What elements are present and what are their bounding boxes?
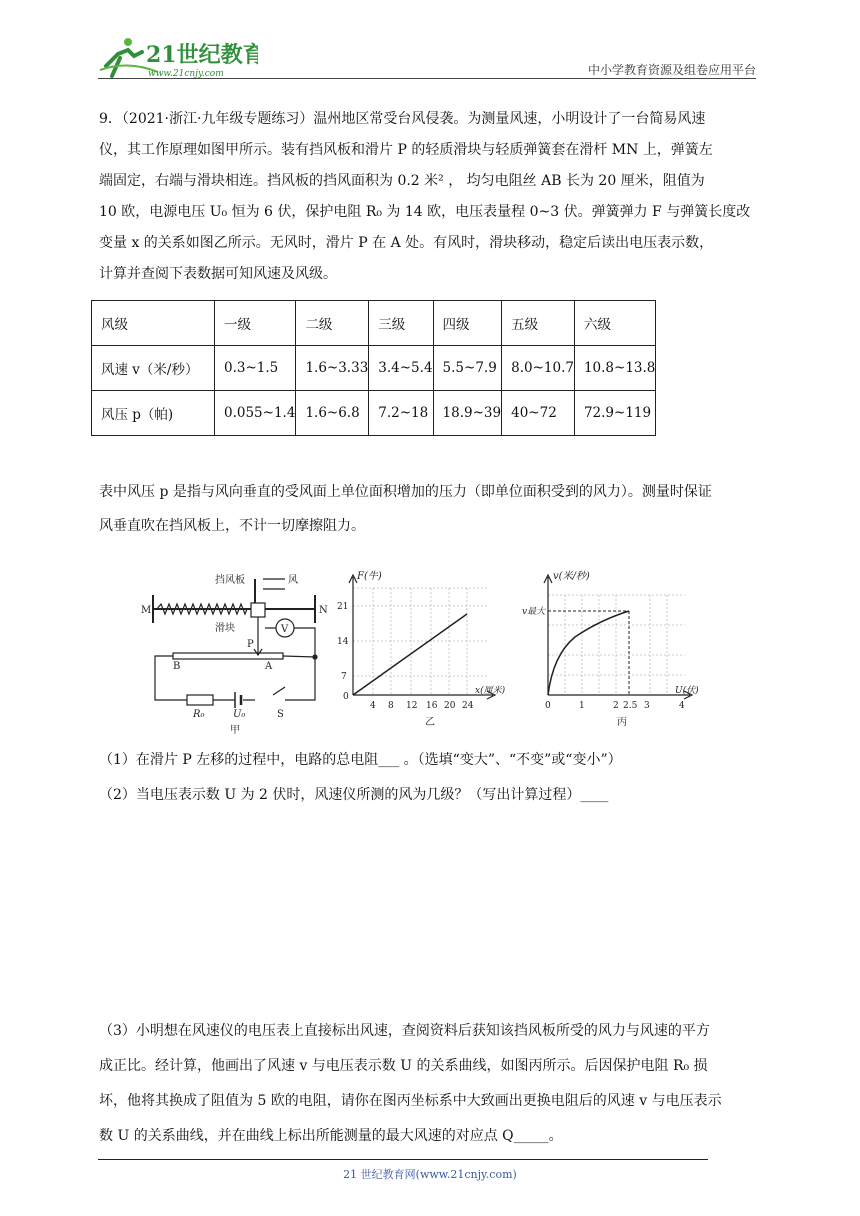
bing-xtick: 2: [613, 701, 619, 711]
table-cell: 72.9~119: [574, 391, 655, 436]
slider-label: 滑块: [215, 623, 235, 634]
table-cell: 风速 v（米/秒）: [92, 346, 215, 391]
table-explanation: [99, 475, 762, 543]
bing-xtick: 3: [644, 701, 650, 711]
table-cell: 风压 p（帕): [92, 391, 215, 436]
table-cell: 1.6~3.33: [296, 346, 369, 391]
yi-xtick: 4: [370, 701, 376, 711]
explanation-line: 表中风压 p 是指与风向垂直的受风面上单位面积增加的压力（即单位面积受到的风力）。测量时保证: [99, 484, 712, 500]
sub3-line: 成正比。经计算，他画出了风速 v 与电压表示数 U 的关系曲线，如图丙所示。后因保护电阻 R₀ 损: [99, 1058, 708, 1074]
sub-question-3: [99, 1014, 762, 1154]
label-B: B: [173, 661, 181, 672]
table-cell: 8.0~10.7: [502, 346, 575, 391]
label-N: N: [319, 605, 328, 616]
table-cell: 五级: [502, 301, 575, 346]
resistance-wire-AB: [173, 653, 283, 659]
table-cell: 40~72: [502, 391, 575, 436]
stem-line: 10 欧，电源电压 U₀ 恒为 6 伏，保护电阻 R₀ 为 14 欧，电压表量程 0~3 伏。弹簧弹力 F 与弹簧长度改: [99, 204, 751, 220]
table-cell: 三级: [369, 301, 433, 346]
table-row: [92, 346, 656, 391]
logo-text: 21世纪教育: [146, 42, 258, 68]
slider-block: [251, 603, 265, 617]
figure-jia-circuit: [141, 573, 328, 736]
figure-bing-label: 丙: [617, 717, 627, 728]
bing-xlabel: U(伏): [675, 686, 699, 696]
wind-label: 风: [288, 575, 298, 586]
table-cell: 10.8~13.8: [574, 346, 655, 391]
label-S: S: [277, 709, 284, 720]
bing-ylabel: v(米/秒): [553, 571, 590, 582]
yi-axes: [349, 575, 495, 699]
header-platform-text: 中小学教育资源及组卷应用平台: [587, 63, 756, 77]
stem-line: 变量 x 的关系如图乙所示。无风时，滑片 P 在 A 处。有风时，滑块移动，稳定后读出电压表示数，: [99, 235, 714, 251]
resistor-R0: [187, 695, 213, 705]
figure-set: [135, 565, 715, 745]
explanation-line: 风垂直吹在挡风板上，不计一切摩擦阻力。: [99, 518, 365, 534]
bing-curve: [548, 611, 629, 695]
yi-line: [353, 614, 467, 695]
yi-ytick: 7: [341, 672, 347, 682]
baffle-label: 挡风板: [215, 575, 245, 586]
table-cell: 5.5~7.9: [433, 346, 502, 391]
question-stem: [99, 104, 762, 290]
wind-arrow-icon: [263, 579, 285, 589]
table-cell: 一级: [215, 301, 296, 346]
label-U0: U₀: [233, 709, 246, 720]
label-M: M: [141, 605, 152, 616]
wind-level-table: [91, 300, 656, 436]
table-row: [92, 391, 656, 436]
header-divider: [98, 78, 756, 79]
label-R0: R₀: [193, 709, 205, 720]
sub3-line: 坏，他将其换成了阻值为 5 欧的电阻，请你在图丙坐标系中大致画出更换电阻后的风速 v 与电压表示: [99, 1093, 722, 1109]
table-cell: 0.3~1.5: [215, 346, 296, 391]
label-A: A: [265, 661, 273, 672]
yi-xtick: 20: [444, 701, 456, 711]
figure-jia-label: 甲: [230, 725, 240, 736]
yi-origin: 0: [343, 692, 349, 702]
sub-question-1: （1）在滑片 P 左移的过程中，电路的总电阻___ 。（选填“变大”、“不变”或“变小”）: [99, 752, 622, 768]
label-P: P: [247, 639, 254, 650]
bing-vmax-label: v最大: [522, 607, 546, 617]
table-cell: 0.055~1.4: [215, 391, 296, 436]
table-cell: 四级: [433, 301, 502, 346]
figure-bing-chart: [522, 570, 699, 728]
bing-xtick: 4: [679, 701, 685, 711]
table-cell: 18.9~39: [433, 391, 502, 436]
table-row: [92, 301, 656, 346]
table-cell: 3.4~5.4: [369, 346, 433, 391]
footer-text: 21 世纪教育网(www.21cnjy.com): [343, 1168, 517, 1181]
bing-axes: [544, 575, 692, 699]
table-cell: 风级: [92, 301, 215, 346]
sub3-line: （3）小明想在风速仪的电压表上直接标出风速，查阅资料后获知该挡风板所受的风力与风速的平方: [99, 1023, 710, 1039]
table-cell: 1.6~6.8: [296, 391, 369, 436]
logo-url: www.21cnjy.com: [148, 69, 224, 79]
yi-ytick: 21: [337, 602, 349, 612]
table-cell: 六级: [574, 301, 655, 346]
sub-question-2: （2）当电压表示数 U 为 2 伏时，风速仪所测的风为几级？（写出计算过程）____: [99, 787, 609, 803]
yi-ytick: 14: [337, 637, 349, 647]
sub3-line: 数 U 的关系曲线，并在曲线上标出所能测量的最大风速的对应点 Q_____。: [99, 1128, 563, 1144]
yi-ylabel: F(牛): [357, 571, 382, 582]
table-cell: 7.2~18: [369, 391, 433, 436]
site-logo: [98, 36, 258, 82]
footer-divider: [98, 1159, 708, 1160]
bing-xtick: 2.5: [623, 701, 638, 711]
stem-line: 仪，其工作原理如图甲所示。装有挡风板和滑片 P 的轻质滑块与轻质弹簧套在滑杆 MN 上，弹簧左: [99, 142, 713, 158]
table-cell: 二级: [296, 301, 369, 346]
bing-xtick: 1: [579, 701, 585, 711]
stem-line: 端固定，右端与滑块相连。挡风板的挡风面积为 0.2 米² ， 均匀电阻丝 AB 长为 20 厘米，阻值为: [99, 173, 705, 189]
yi-xtick: 12: [406, 701, 418, 711]
yi-xtick: 24: [462, 701, 474, 711]
figure-yi-chart: [337, 570, 506, 728]
label-V: V: [281, 624, 289, 635]
stem-line: 9．（2021·浙江·九年级专题练习）温州地区常受台风侵袭。为测量风速，小明设计了一台简易风速: [99, 111, 706, 127]
stem-line: 计算并查阅下表数据可知风速及风级。: [99, 266, 337, 282]
yi-xlabel: x(厘米): [475, 686, 506, 696]
yi-xtick: 16: [426, 701, 438, 711]
figure-yi-label: 乙: [425, 717, 435, 728]
bing-xtick: 0: [545, 701, 551, 711]
yi-xtick: 8: [388, 701, 394, 711]
